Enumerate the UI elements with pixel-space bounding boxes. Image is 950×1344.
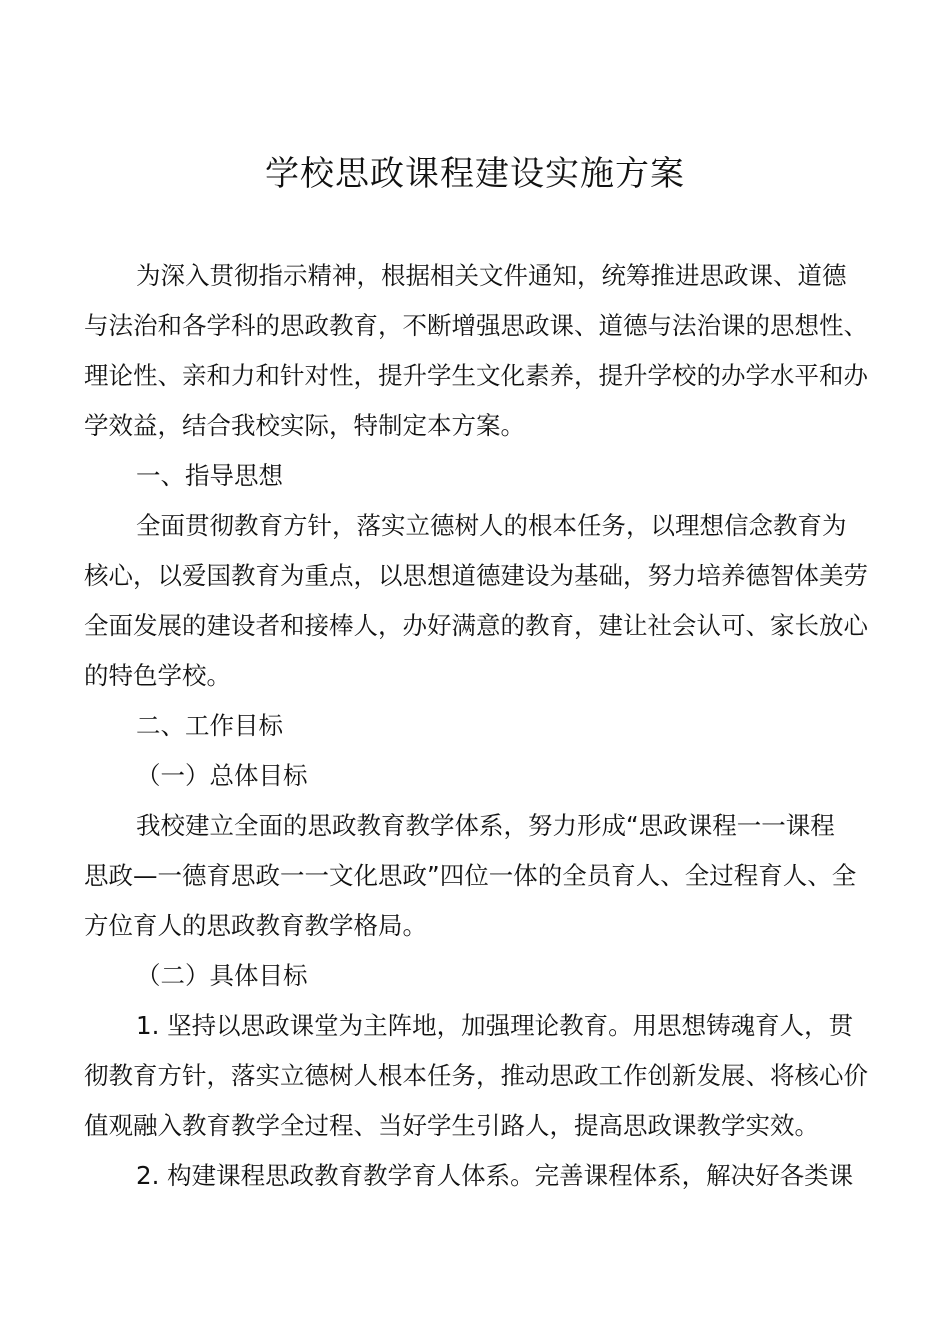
document-title: 学校思政课程建设实施方案 [265,154,685,194]
paragraph-line: 方位育人的思政教育教学格局。 [84,911,427,940]
paragraph-line: 思政—一德育思政一一文化思政”四位一体的全员育人、全过程育人、全 [84,861,857,890]
paragraph-line: 2. 构建课程思政教育教学育人体系。完善课程体系，解决好各类课 [136,1161,854,1190]
paragraph-line: 彻教育方针，落实立德树人根本任务，推动思政工作创新发展、将核心价 [84,1061,868,1090]
paragraph-line: 值观融入教育教学全过程、当好学生引路人，提高思政课教学实效。 [84,1111,819,1140]
subsection-heading: （一）总体目标 [136,761,308,790]
paragraph-line: 1. 坚持以思政课堂为主阵地，加强理论教育。用思想铸魂育人，贯 [136,1011,854,1040]
paragraph-line: 全面发展的建设者和接棒人，办好满意的教育，建让社会认可、家长放心 [84,611,868,640]
section-heading: 二、工作目标 [136,711,283,740]
paragraph-line: 学效益，结合我校实际，特制定本方案。 [84,411,525,440]
section-heading: 一、指导思想 [136,461,283,490]
paragraph-line: 全面贯彻教育方针，落实立德树人的根本任务，以理想信念教育为 [136,511,847,540]
paragraph-line: 与法治和各学科的思政教育，不断增强思政课、道德与法治课的思想性、 [84,311,868,340]
paragraph-line: 为深入贯彻指示精神，根据相关文件通知，统筹推进思政课、道德 [136,261,847,290]
paragraph-line: 核心，以爱国教育为重点，以思想道德建设为基础，努力培养德智体美劳 [84,561,868,590]
subsection-heading: （二）具体目标 [136,961,308,990]
paragraph-line: 我校建立全面的思政教育教学体系，努力形成“思政课程一一课程 [136,811,835,840]
paragraph-line: 理论性、亲和力和针对性，提升学生文化素养，提升学校的办学水平和办 [84,361,868,390]
paragraph-line: 的特色学校。 [84,661,231,690]
